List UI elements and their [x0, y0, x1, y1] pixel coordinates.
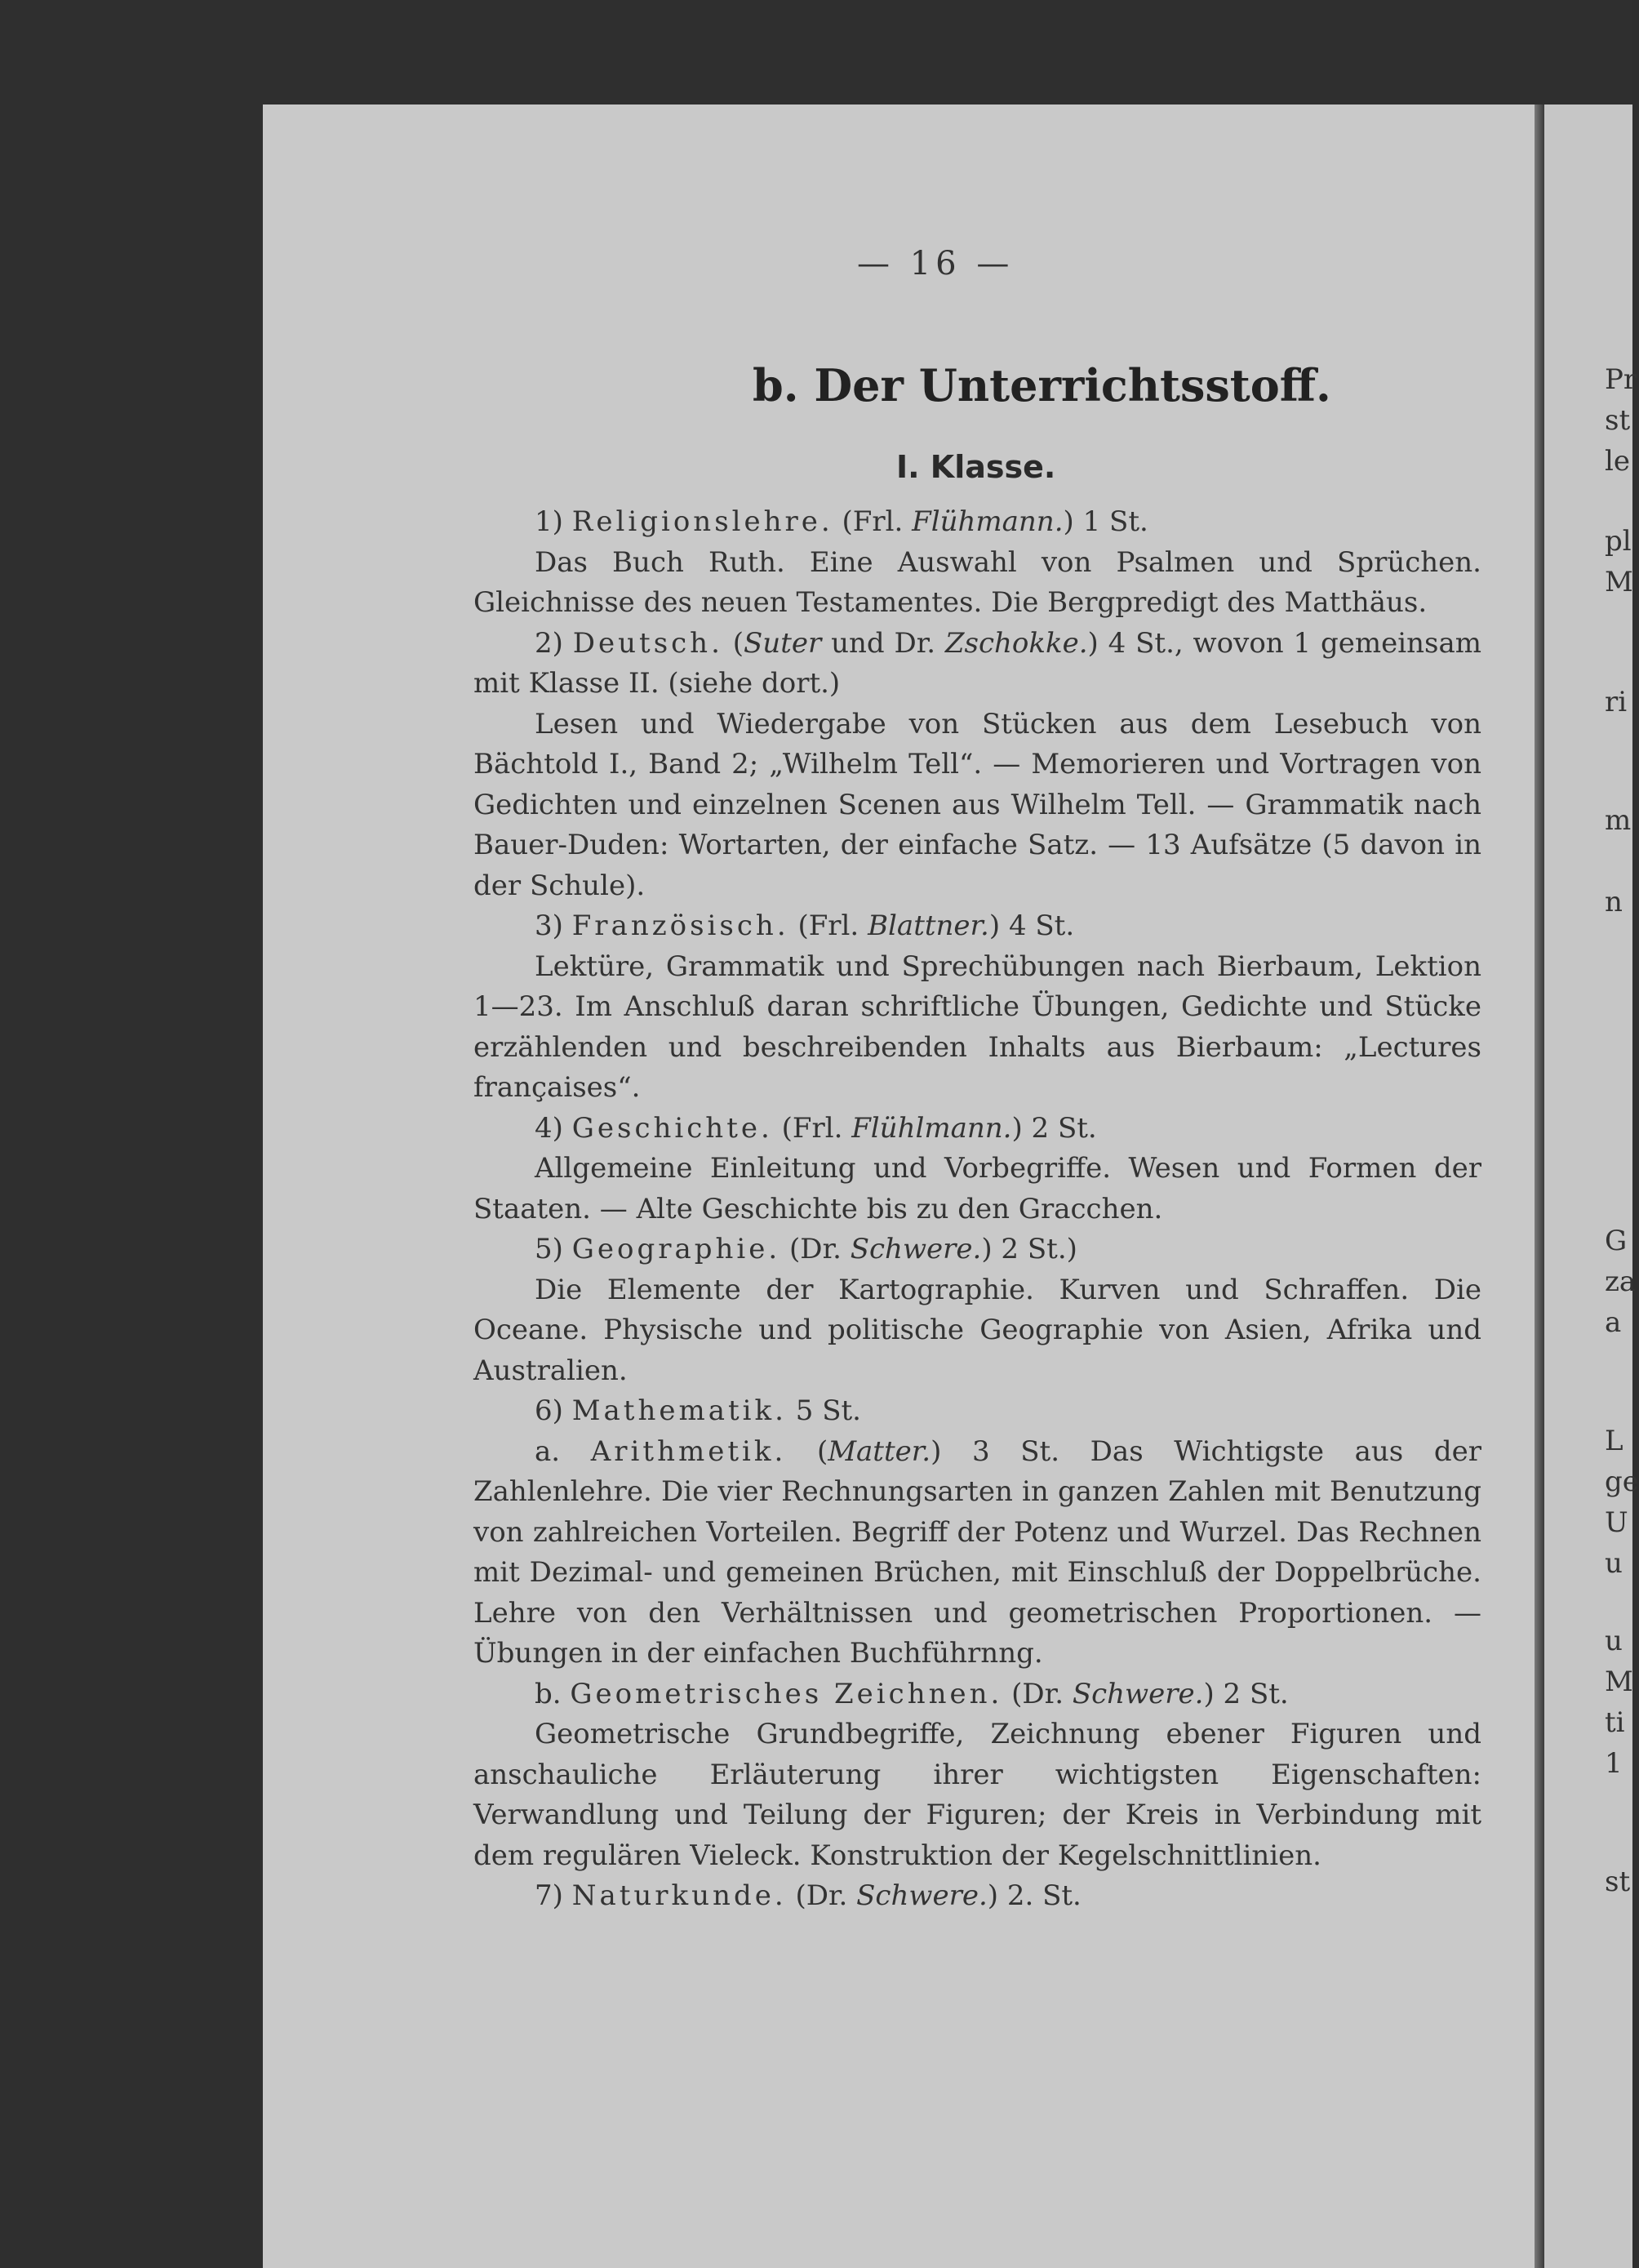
subject-line-geometrisches-zeichnen: b. Geometrisches Zeichnen. (Dr. Schwere.) 2 St. — [535, 1677, 1289, 1710]
facing-line: n — [1605, 886, 1623, 918]
subject-line-deutsch: 2) Deutsch. (Suter und Dr. Zschokke.) 4 St., wovon 1 gemeinsam mit Klasse II. (siehe dort.) — [473, 626, 1481, 700]
paragraph-deutsch: Lesen und Wiedergabe von Stücken aus dem Lesebuch von Bächtold I., Band 2; „Wilhelm Tell“. — Memorieren und Vortragen von Gedichten und einzelnen Scenen aus Wilhelm Tell. — Grammatik nach Bauer-Duden: Wortarten, der einfache Satz. — 13 Aufsätze (5 davon in der Schule). — [473, 707, 1481, 902]
section-title: b. Der Unterrichtsstoff. — [753, 359, 1331, 411]
paragraph-geometrisches-zeichnen: Geometrische Grundbegriffe, Zeichnung ebener Figuren und anschauliche Erläuterung ihrer wichtigsten Eigenschaften: Verwandlung und Teilung der Figuren; der Kreis in Verbindung mit dem regulären Vieleck. Konstruktion der Kegelschnittlinien. — [473, 1718, 1481, 1872]
subject-line-religion: 1) Religionslehre. (Frl. Flühmann.) 1 St. — [535, 505, 1148, 538]
paragraph-franzoesisch: Lektüre, Grammatik und Sprechübungen nach Bierbaum, Lektion 1—23. Im Anschluß daran schriftliche Übungen, Gedichte und Stücke erzählenden und beschreibenden Inhalts aus Bierbaum: „Lectures françaises“. — [473, 949, 1481, 1104]
facing-line: ti — [1605, 1706, 1625, 1739]
facing-line: L — [1605, 1425, 1623, 1457]
facing-line: Pr — [1605, 363, 1637, 396]
subject-line-naturkunde: 7) Naturkunde. (Dr. Schwere.) 2. St. — [535, 1879, 1082, 1912]
facing-line: G — [1605, 1225, 1628, 1257]
subject-line-mathematik: 6) Mathematik. 5 St. — [535, 1394, 861, 1427]
paragraph-religion: Das Buch Ruth. Eine Auswahl von Psalmen und Sprüchen. Gleichnisse des neuen Testamentes. Die Bergpredigt des Matthäus. — [473, 545, 1481, 619]
page-number: — 16 — — [857, 245, 1015, 282]
subject-line-franzoesisch: 3) Französisch. (Frl. Blattner.) 4 St. — [535, 909, 1075, 942]
facing-line: st — [1605, 1866, 1631, 1898]
facing-line: le — [1605, 445, 1630, 478]
facing-line: M — [1605, 1665, 1633, 1698]
facing-line: m — [1605, 804, 1632, 837]
facing-line: za — [1605, 1265, 1637, 1298]
facing-line: u — [1605, 1625, 1623, 1657]
facing-line: ri — [1605, 686, 1628, 718]
facing-line: U — [1605, 1506, 1628, 1539]
facing-line: a — [1605, 1306, 1622, 1339]
subject-line-geschichte: 4) Geschichte. (Frl. Flühlmann.) 2 St. — [535, 1111, 1097, 1145]
facing-line: ge — [1605, 1465, 1639, 1498]
facing-line: st — [1605, 404, 1631, 437]
class-heading: I. Klasse. — [896, 449, 1056, 485]
facing-line: u — [1605, 1547, 1623, 1580]
page-gutter-shadow — [1535, 105, 1544, 2268]
paragraph-arithmetik: a. Arithmetik. (Matter.) 3 St. Das Wichtigste aus der Zahlenlehre. Die vier Rechnungsarten in ganzen Zahlen mit Benutzung von zahlreichen Vorteilen. Begriff der Potenz und Wurzel. Das Rechnen mit Dezimal- und gemeinen Brüchen, mit Einschluß der Doppelbrüche. Lehre von den Verhältnissen und geometrischen Proportionen. — Übungen in der einfachen Buchführnng. — [473, 1434, 1482, 1670]
facing-line: M — [1605, 566, 1633, 598]
facing-line: 1 — [1605, 1747, 1623, 1780]
paragraph-geschichte: Allgemeine Einleitung und Vorbegriffe. Wesen und Formen der Staaten. — Alte Geschichte bis zu den Gracchen. — [473, 1152, 1481, 1225]
facing-line: pl — [1605, 525, 1632, 558]
subject-line-geographie: 5) Geographie. (Dr. Schwere.) 2 St.) — [535, 1233, 1077, 1265]
page-body-text — [473, 502, 1481, 1917]
paragraph-geographie: Die Elemente der Kartographie. Kurven und Schraffen. Die Oceane. Physische und politische Geographie von Asien, Afrika und Australien. — [473, 1273, 1481, 1387]
